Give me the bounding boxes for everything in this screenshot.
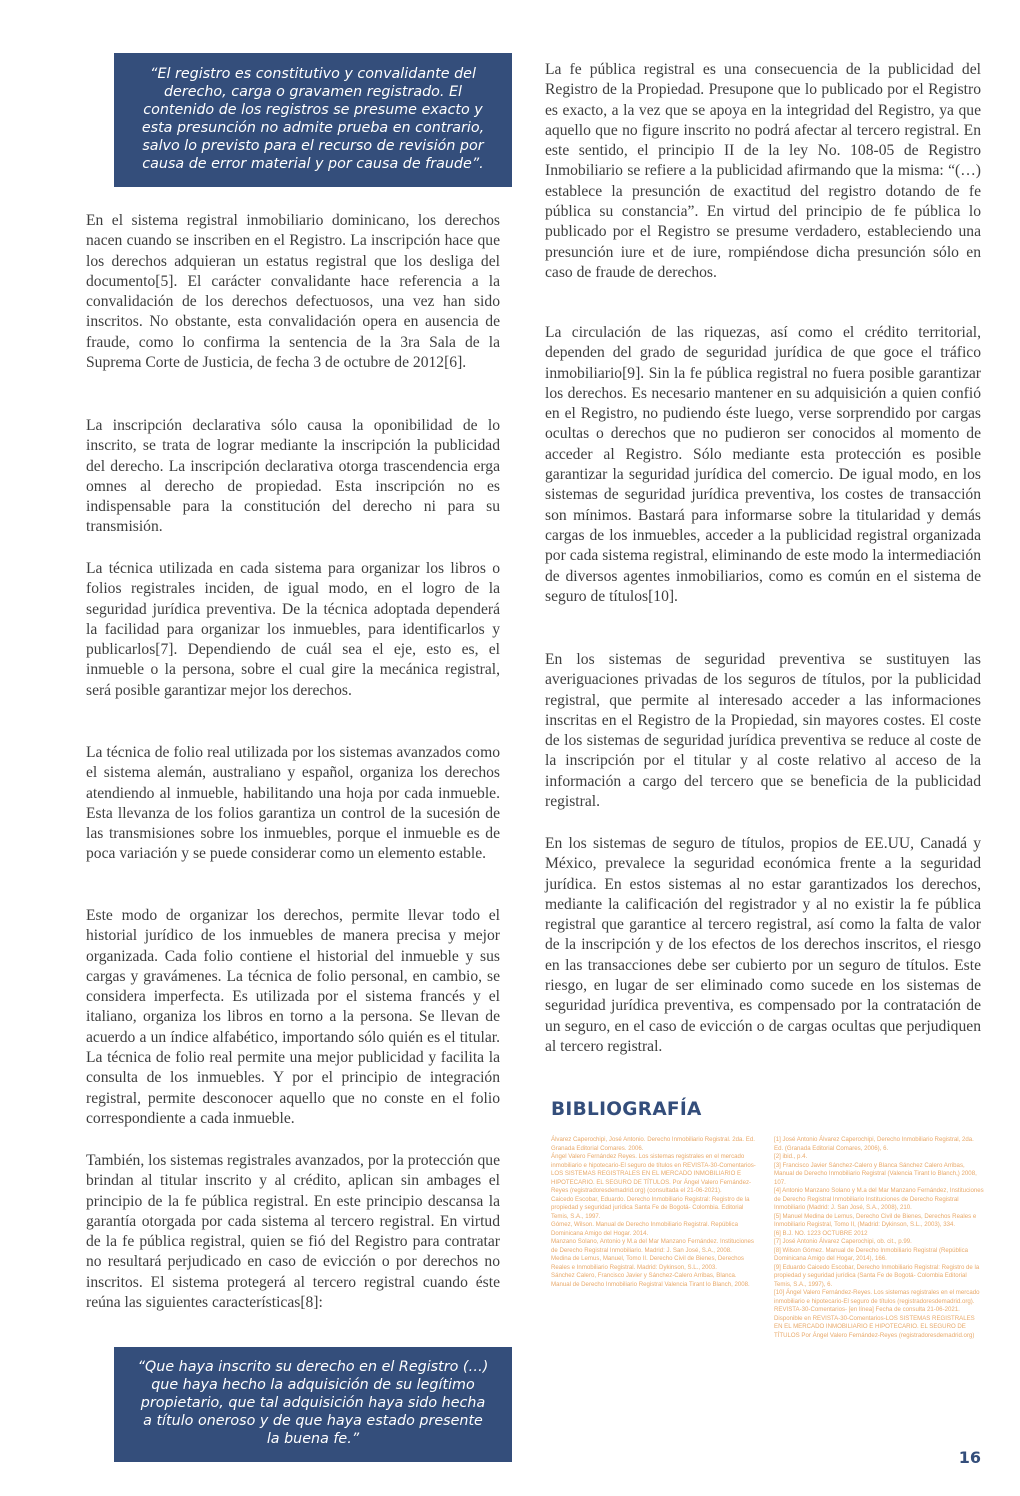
bibliography-heading: BIBLIOGRAFÍA — [551, 1099, 702, 1120]
left-paragraph-6: También, los sistemas registrales avanzados, por la protección que brindan al titular inscrito y al crédito, aplican sin ambages el principio de la fe pública registral. En este principio descansa la garantía otorgada por cada sistema al tercero registral. En virtud de la fe pública registral, quien se fió del Registro para contratar no resultará perjudicado en caso de evicción o por derechos no inscritos. El sistema protegerá al tercero registral cuando éste reúna las siguientes características[8]: — [86, 1152, 500, 1312]
footnote-entry: [2] ibid., p.4. — [774, 1153, 808, 1160]
footnote-entry: [7] José Antonio Álvarez Caperochipi, ob. cit., p.99. — [774, 1238, 912, 1245]
left-paragraph-4: La técnica de folio real utilizada por los sistemas avanzados como el sistema alemán, australiano y español, organiza los derechos atendiendo al inmueble, habilitando una hoja por cada inmueble. Esta llevanza de los folios garantiza un control de la sucesión de las transmisiones sobre los inmuebles, porque el inmueble es de poca variación y se puede considerar como un elemento estable. — [86, 744, 500, 863]
right-paragraph-4: En los sistemas de seguro de títulos, propios de EE.UU, Canadá y México, prevalece la seguridad económica frente a la seguridad jurídica. En estos sistemas al no estar garantizados los derechos, mediante la calificación del registrador y al no existir la fe pública registral que garantice al tercero registral, así como la falta de valor de la inscripción y de los efectos de los derechos inscritos, el riesgo en las transacciones debe ser cubierto por un seguro de títulos. Este riesgo, en lugar de ser eliminado como sucede en los sistemas de seguridad jurídica preventiva, es compensado por la contratación de un seguro, en el caso de evicción o de cargas ocultas que perjudiquen al tercero registral. — [545, 835, 981, 1055]
left-paragraph-5: Este modo de organizar los derechos, permite llevar todo el historial jurídico de los inmuebles de manera precisa y mejor organizada. Cada folio contiene el historial del inmueble y sus cargas y gravámenes. La técnica de folio personal, en cambio, se considera imperfecta. Es utilizada por el sistema francés y el italiano, organiza los libros en torno a la persona. Se llevan de acuerdo a un índice alfabético, importando sólo quién es el titular. La técnica de folio real permite una mejor publicidad y facilita la consulta de los inmuebles. Y por el principio de integración registral, permite desconocer aquello que no conste en el folio correspondiente a cada inmueble. — [86, 907, 500, 1127]
footnote-entry: [5] Manuel Medina de Lemus, Derecho Civil de Bienes, Derechos Reales e Inmobiliario Registral, Tomo II, (Madrid: Dykinson, S.L., 2003), 334. — [774, 1212, 977, 1228]
bibliography-entry: Gómez, Wilson. Manual de Derecho Inmobiliario Registral. República Dominicana Amigo del Hogar. 2014. — [551, 1221, 738, 1237]
footnote-entry: [3] Francisco Javier Sánchez-Calero y Blanca Sánchez Calero Arribas, Manual de Derecho Inmobiliario Registral (Valencia Tirant lo Blanch,) 2008, 107. — [774, 1161, 977, 1186]
footnote-entry: [10] Ángel Valero Fernández-Reyes. Los sistemas registrales en el mercado inmobiliario e hipotecario-El seguro de títulos (registradoresdemadrid.org). REVISTA-30-Comentarios- [en línea] Fecha de consulta 21-06-2021. Disponible en REVISTA-30-Comentarios-LOS SISTEMAS REGISTRALES EN EL MERCADO INMOBILIARIO E HIPOTECARIO. EL SEGURO DE TÍTULOS Por Ángel Valero Fernández-Reyes (registradoresdemadrid.org) — [774, 1289, 980, 1339]
right-paragraph-1: La fe pública registral es una consecuencia de la publicidad del Registro de la Propiedad. Presupone que lo publicado por el Registro es exacto, a la vez que se apoya en la integridad del Registro, ya que aquello que no figure inscrito no podrá afectar al tercero registral. En este sentido, el principio II de la ley No. 108-05 de Registro Inmobiliario se refiere a la publicidad afirmando que la misma: “(…) establece la presunción de exactitud del registro dotando de fe pública su constancia”. En virtud del principio de fe pública lo publicado por el Registro se presume verdadero, estableciendo una presunción iure et de iure, rompiéndose dicha presunción sólo en caso de fraude de derechos. — [545, 61, 981, 281]
left-paragraph-3: La técnica utilizada en cada sistema para organizar los libros o folios registrales inciden, de igual modo, en el logro de la seguridad jurídica preventiva. De la técnica adoptada dependerá la facilidad para organizar los inmuebles, para identificarlos y publicarlos[7]. Dependiendo de cuál sea el eje, esto es, el inmueble o la persona, sobre el cual gire la mecánica registral, será posible garantizar mejor los derechos. — [86, 560, 500, 699]
footnote-entry: [1] José Antonio Álvarez Caperochipi, Derecho Inmobiliario Registral, 2da. Ed. (Granada Editorial Comares, 2006), 6. — [774, 1136, 974, 1152]
left-paragraph-1: En el sistema registral inmobiliario dominicano, los derechos nacen cuando se inscriben en el Registro. La inscripción hace que los derechos adquieran un estatus registral que los desliga del documento[5]. El carácter convalidante hace referencia a la convalidación de los derechos defectuosos, una vez han sido inscritos. No obstante, esta convalidación opera en ausencia de fraude, como lo confirma la sentencia de la 3ra Sala de la Suprema Corte de Justicia, de fecha 3 de octubre de 2012[6]. — [86, 212, 500, 372]
bibliography-entry: Manzano Solano, Antonio y M.a del Mar Manzano Fernández. Instituciones de Derecho Registral Inmobiliario. Madrid: J. San José, S.A., 2008. — [551, 1238, 754, 1254]
pull-quote-top: “El registro es constitutivo y convalidante del derecho, carga o gravamen registrado. El contenido de los registros se presume exacto y esta presunción no admite prueba en contrario, salvo lo previsto para el recurso de revisión por causa de error material y por causa de fraude”. — [114, 53, 512, 187]
right-paragraph-2: La circulación de las riquezas, así como el crédito territorial, dependen del grado de seguridad jurídica de que goce el tráfico inmobiliario[9]. Sin la fe pública registral no fuera posible garantizar los derechos. Es necesario mantener en su adquisición a quien confió en el Registro, no pudiendo éste luego, verse sorprendido por cargas ocultas o derechos que no pudieron ser conocidos al momento de acceder al Registro. Sólo mediante esta protección es posible garantizar la seguridad jurídica del comercio. De igual modo, en los sistemas de seguridad jurídica preventiva, los costes de transacción son mínimos. Bastará para informarse sobre la titularidad y demás cargas de los inmuebles, acceder a la publicidad registral organizada por cada sistema registral, eliminando de este modo la intermediación de diversos agentes inmobiliarios, como es común en el sistema de seguro de títulos[10]. — [545, 324, 981, 605]
right-paragraph-3: En los sistemas de seguridad preventiva se sustituyen las averiguaciones privadas de los seguros de títulos, por la publicidad registral, que permite al interesado acceder a las informaciones inscritas en el Registro de la Propiedad, sin mayores costes. El coste de los sistemas de seguridad jurídica preventiva se reduce al coste de la inscripción por el titular y al coste relativo al acceso de la información a cargo del tercero que se beneficia de la publicidad registral. — [545, 651, 981, 811]
bibliography-entry: Álvarez Caperochipi, José Antonio. Derecho Inmobiliario Registral. 2da. Ed. Granada Editorial Comares. 2006. — [551, 1136, 755, 1152]
footnote-entry: [6] B.J. NO. 1223 OCTUBRE 2012 — [774, 1229, 868, 1237]
bibliography-list — [551, 1136, 756, 1289]
pull-quote-bottom: “Que haya inscrito su derecho en el Registro (…) que haya hecho la adquisición de su legítimo propietario, que tal adquisición haya sido hecha a título oneroso y de que haya estado presente la buena fe.” — [114, 1347, 512, 1462]
bibliography-entry: Medina de Lemus, Manuel, Tomo II. Derecho Civil de Bienes, Derechos Reales e Inmobiliario Registral. Madrid: Dykinson, S.L., 2003. — [551, 1255, 744, 1271]
footnotes-list — [774, 1136, 984, 1340]
bibliography-entry: Caicedo Escobar, Eduardo. Derecho Inmobiliario Registral: Registro de la propiedad y seguridad jurídica Santa Fe de Bogotá- Colombia. Editorial Temis, S.A., 1997. — [551, 1195, 750, 1220]
footnote-entry: [4] Antonio Manzano Solano y M.a del Mar Manzano Fernández, Instituciones de Derecho Registral Inmobiliario Instituciones de Derecho Registral Inmobiliario (Madrid: J. San José, S.A., 2008), 210. — [774, 1187, 984, 1211]
footnote-entry: [9] Eduardo Caicedo Escobar, Derecho Inmobiliario Registral: Registro de la propiedad y seguridad jurídica (Santa Fe de Bogotá- Colombia Editorial Temis, S.A., 1997), 6. — [774, 1263, 980, 1288]
footnote-entry: [8] Wilson Gómez. Manual de Derecho Inmobiliario Registral (República Dominicana Amigo del Hogar, 2014), 166. — [774, 1246, 969, 1262]
bibliography-entry: Ángel Valero Fernández Reyes. Los sistemas registrales en el mercado inmobiliario e hipotecario-El seguro de títulos en REVISTA-30-Comentarios-LOS SISTEMAS REGISTRALES EN EL MERCADO INMOBILIARIO E HIPOTECARIO. EL SEGURO DE TÍTULOS. Por Ángel Valero Fernández-Reyes (registradoresdemadrid.org) (consultada el 21-06-2021). — [551, 1153, 756, 1194]
page-number: 16 — [958, 1448, 981, 1467]
left-paragraph-2: La inscripción declarativa sólo causa la oponibilidad de lo inscrito, se trata de lograr mediante la inscripción la publicidad del derecho. La inscripción declarativa otorga trascendencia erga omnes al derecho de propiedad. Esta inscripción no es indispensable para la constitución del derecho ni para su transmisión. — [86, 417, 500, 536]
bibliography-entry: Sánchez Calero, Francisco Javier y Sánchez-Calero Arribas, Blanca. Manual de Derecho Inmobiliario Registral Valencia Tirant lo Blanch, 2008. — [551, 1272, 750, 1288]
